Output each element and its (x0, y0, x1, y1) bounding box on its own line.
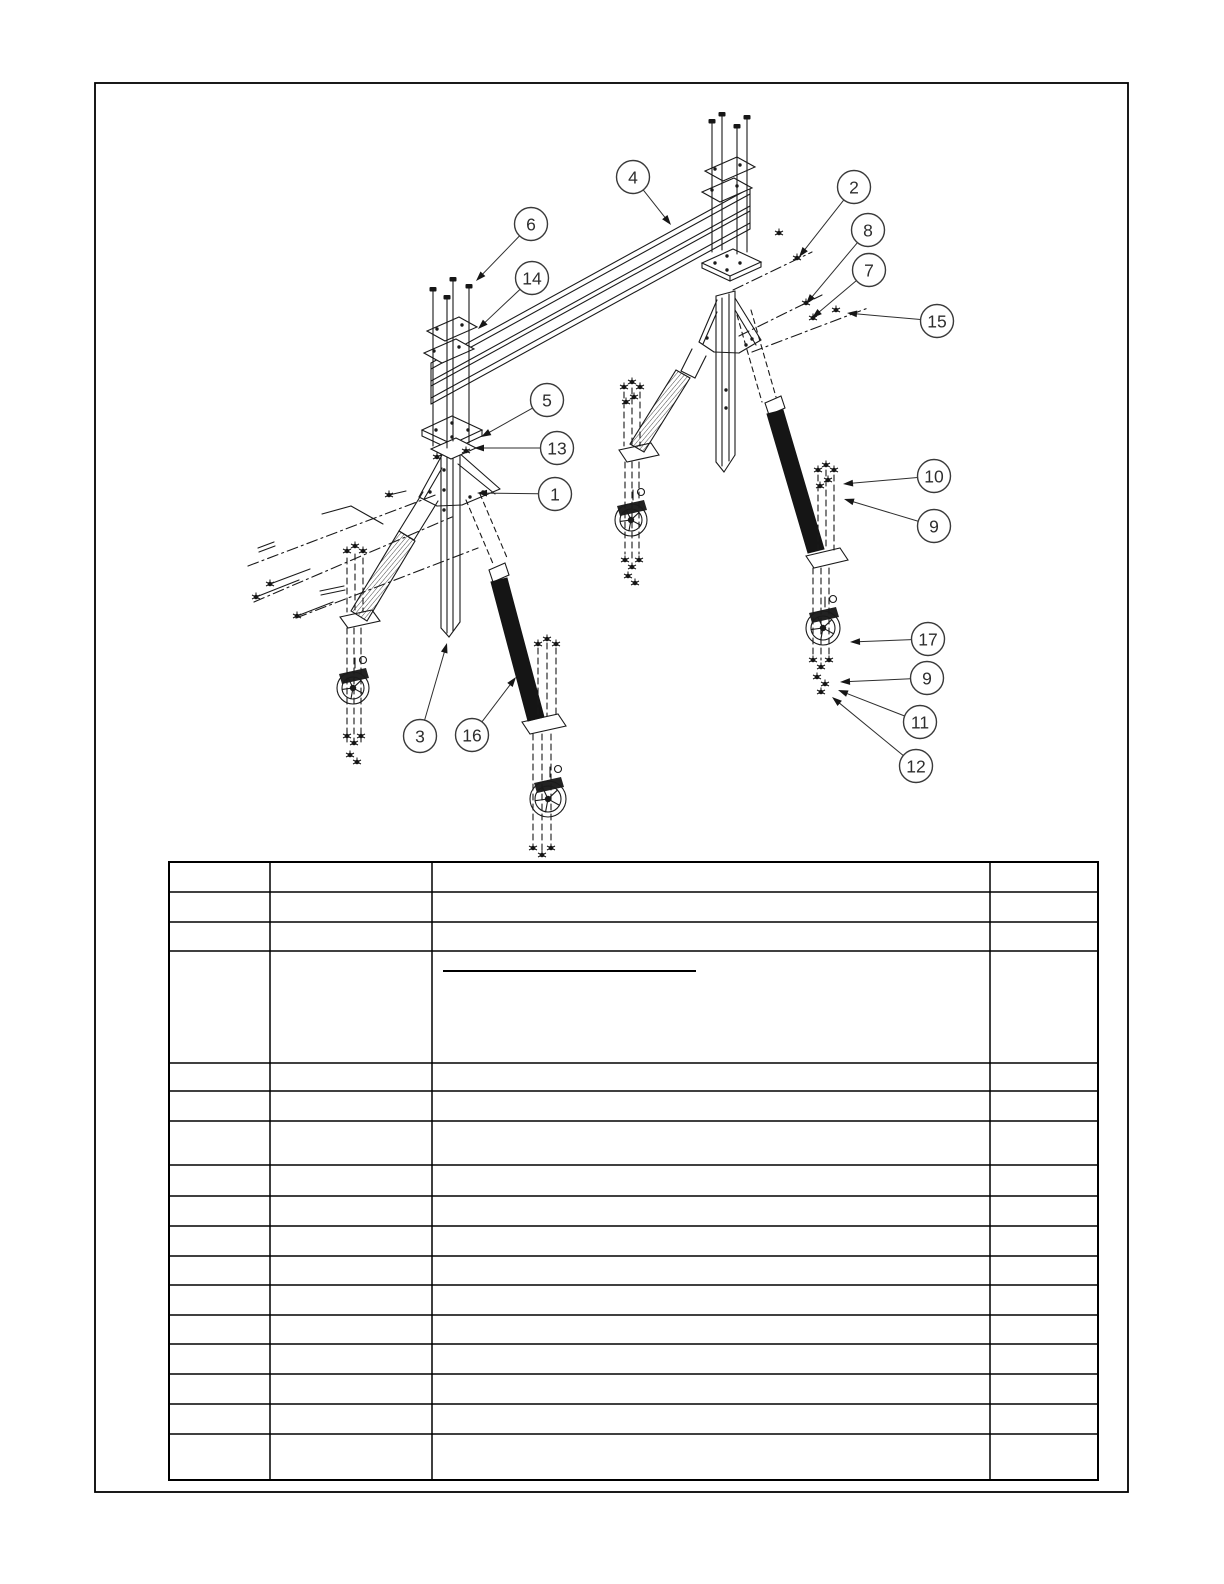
leader-arrowhead (806, 294, 815, 304)
balloon-9 (844, 499, 951, 543)
small-fastener (266, 580, 274, 587)
balloon-5 (481, 384, 564, 438)
leader-line (837, 701, 903, 755)
leader-arrowhead (662, 215, 671, 225)
bolt-head (719, 112, 726, 117)
drawing-line (489, 563, 505, 570)
parts-list-table (169, 862, 1098, 1480)
small-fastener (552, 640, 560, 647)
small-fastener (631, 579, 639, 586)
wheel-spoke (535, 799, 545, 800)
wheel-spoke (634, 521, 641, 525)
balloon-callouts (404, 161, 954, 783)
small-fastener (353, 758, 361, 765)
small-fastener (824, 476, 832, 483)
hole-dot (705, 336, 708, 339)
wheel-spoke (355, 680, 361, 685)
hatched-leg (351, 531, 415, 621)
leader-arrowhead (844, 499, 855, 506)
caster-wheel (806, 596, 840, 646)
hole-dot (428, 490, 431, 493)
small-fastener (817, 663, 825, 670)
hole-dot (713, 261, 716, 264)
drawing-line (270, 569, 310, 584)
balloon-number: 3 (415, 726, 425, 747)
hole-dot (738, 261, 741, 264)
small-fastener (622, 398, 630, 405)
hidden-edge-line (480, 494, 508, 560)
drawing-line (716, 462, 724, 472)
centerline (248, 494, 438, 566)
hidden-edge-line (737, 315, 762, 402)
drawing-line (489, 570, 493, 582)
drawing-line (681, 349, 692, 371)
small-fastener (357, 732, 365, 739)
hole-dot (750, 337, 753, 340)
centerline (254, 517, 452, 602)
leader-arrowhead (441, 643, 448, 654)
small-fastener (816, 482, 824, 489)
balloon-number: 17 (918, 629, 938, 650)
small-fastener (351, 542, 359, 549)
small-fastener (635, 556, 643, 563)
leader-line (810, 243, 857, 299)
bolt-head (466, 284, 473, 289)
drawing-line (321, 590, 345, 595)
drawing-line (431, 223, 750, 398)
leader-line (483, 289, 520, 324)
drawing-line (781, 396, 785, 408)
small-fastener (343, 547, 351, 554)
balloon-number: 11 (910, 712, 930, 733)
small-fastener (821, 680, 829, 687)
leader-arrowhead (847, 310, 857, 317)
small-fastener (825, 656, 833, 663)
small-fastener (293, 612, 301, 619)
hole-dot (744, 343, 747, 346)
leader-line (803, 200, 843, 252)
hole-dot (442, 468, 445, 471)
leader-arrowhead (507, 677, 516, 687)
balloon-7 (812, 254, 886, 319)
leader-arrowhead (832, 697, 842, 706)
hole-dot (442, 488, 445, 491)
small-fastener (817, 688, 825, 695)
balloon-number: 8 (863, 220, 873, 241)
balloon-15 (847, 305, 954, 338)
small-fastener (630, 393, 638, 400)
leader-line (857, 640, 912, 642)
wheel-spoke (356, 689, 363, 693)
leader-arrowhead (850, 638, 860, 645)
hole-dot (457, 345, 460, 348)
small-fastener (350, 739, 358, 746)
balloon-9 (840, 662, 944, 695)
drawing-line (449, 622, 460, 637)
bolt-head (709, 119, 716, 124)
hole-dot (434, 428, 437, 431)
small-fastener (636, 383, 644, 390)
small-fastener (628, 563, 636, 570)
wheel-spoke (546, 802, 548, 812)
small-fastener (252, 593, 260, 600)
drawing-line (699, 342, 714, 352)
drawing-line (441, 628, 449, 637)
balloon-number: 1 (550, 484, 560, 505)
balloon-14 (478, 262, 549, 330)
drawing-line (735, 298, 761, 340)
drawing-line (431, 206, 750, 381)
balloon-number: 6 (526, 214, 536, 235)
wheel-spoke (633, 512, 639, 517)
hole-dot (435, 327, 438, 330)
drawing-line (505, 563, 509, 575)
caster-wheel (530, 766, 566, 818)
small-fastener (359, 547, 367, 554)
caster-eyelet (830, 596, 837, 603)
hole-dot (725, 268, 728, 271)
bolt-head (744, 115, 751, 120)
hole-dot (725, 254, 728, 257)
drawing-line (739, 340, 761, 353)
bolt-head (450, 277, 457, 282)
small-fastener (346, 751, 354, 758)
leader-arrowhead (840, 678, 850, 685)
leader-line (482, 683, 512, 722)
small-fastener (809, 656, 817, 663)
hole-dot (724, 406, 727, 409)
leader-arrowhead (843, 480, 853, 487)
table-outer-border (169, 862, 1098, 1480)
page-border (95, 83, 1128, 1492)
balloon-10 (843, 460, 951, 493)
small-fastener (775, 229, 783, 236)
hole-dot (460, 323, 463, 326)
leader-line (845, 693, 905, 716)
small-fastener (814, 466, 822, 473)
leader-arrowhead (838, 690, 849, 697)
bolt-head (430, 287, 437, 292)
leader-line (481, 236, 520, 276)
balloon-number: 13 (547, 438, 567, 459)
leader-line (643, 190, 666, 220)
balloon-number: 5 (542, 390, 552, 411)
small-fastener (822, 461, 830, 468)
balloon-number: 12 (906, 756, 926, 777)
small-fastener (628, 378, 636, 385)
wheel-spoke (351, 691, 352, 699)
bolt-head (444, 295, 451, 300)
small-fastener (529, 844, 537, 851)
small-fastener (832, 306, 840, 313)
drawing-line (297, 602, 333, 616)
drawing-line (414, 501, 438, 540)
balloon-1 (477, 478, 572, 511)
leader-line (487, 408, 533, 434)
hatched-leg (630, 370, 690, 452)
caster-wheel (615, 489, 647, 537)
small-fastener (813, 673, 821, 680)
hole-dot (442, 508, 445, 511)
balloon-number: 9 (929, 516, 939, 537)
balloon-number: 9 (922, 668, 932, 689)
hidden-edge-line (751, 310, 776, 397)
hidden-edge-line (466, 500, 494, 566)
drawing-line (322, 506, 351, 514)
plate (424, 339, 474, 363)
small-fastener (621, 556, 629, 563)
small-fastener (547, 844, 555, 851)
drawing-line (431, 211, 750, 386)
drawing-line (256, 580, 299, 597)
drawing-line (699, 300, 717, 342)
balloon-number: 16 (462, 725, 482, 746)
wheel-spoke (551, 800, 560, 805)
balloon-number: 15 (927, 311, 947, 332)
small-fastener (793, 254, 801, 261)
small-fastener (543, 635, 551, 642)
drawing-line (320, 586, 344, 591)
leader-line (484, 493, 539, 494)
hole-dot (724, 388, 727, 391)
drawing-line (695, 356, 706, 378)
small-fastener (343, 732, 351, 739)
plate (702, 178, 752, 202)
drawing-line (431, 229, 750, 404)
leader-line (425, 650, 445, 720)
wheel-spoke (342, 688, 350, 689)
leader-arrowhead (799, 247, 808, 257)
leader-line (854, 314, 921, 320)
drawing-line (765, 396, 781, 403)
wheel-spoke (826, 629, 834, 633)
wheel-spoke (620, 520, 628, 521)
balloon-number: 2 (849, 177, 859, 198)
balloon-number: 14 (522, 268, 542, 289)
caster-eyelet (555, 766, 562, 773)
balloon-4 (617, 161, 672, 226)
caster-wheel (337, 657, 369, 705)
small-fastener (830, 466, 838, 473)
small-fastener (620, 383, 628, 390)
balloon-3 (404, 643, 448, 753)
small-fastener (385, 491, 393, 498)
balloon-number: 10 (924, 466, 944, 487)
balloon-17 (850, 623, 945, 656)
drawing-line (716, 291, 735, 296)
caster-wheels (337, 489, 840, 818)
balloon-number: 7 (864, 260, 874, 281)
hole-dot (738, 163, 741, 166)
drawing-line (458, 452, 500, 489)
leader-line (847, 679, 911, 682)
leader-arrowhead (474, 445, 484, 452)
centerline (752, 308, 868, 352)
wheel-spoke (629, 523, 630, 531)
drawing-line (389, 491, 406, 495)
small-fastener (624, 572, 632, 579)
balloon-number: 4 (628, 167, 638, 188)
small-fastener (538, 851, 546, 858)
small-fastener (534, 640, 542, 647)
drawing-line (431, 194, 750, 369)
leader-line (850, 477, 918, 483)
leader-line (851, 501, 918, 521)
balloon-16 (456, 677, 517, 752)
wheel-spoke (811, 628, 820, 629)
leg-tube (767, 410, 824, 553)
balloon-13 (474, 432, 574, 465)
bolt-head (734, 124, 741, 129)
hole-dot (713, 167, 716, 170)
hole-dot (468, 495, 471, 498)
drawing-line (399, 492, 423, 531)
